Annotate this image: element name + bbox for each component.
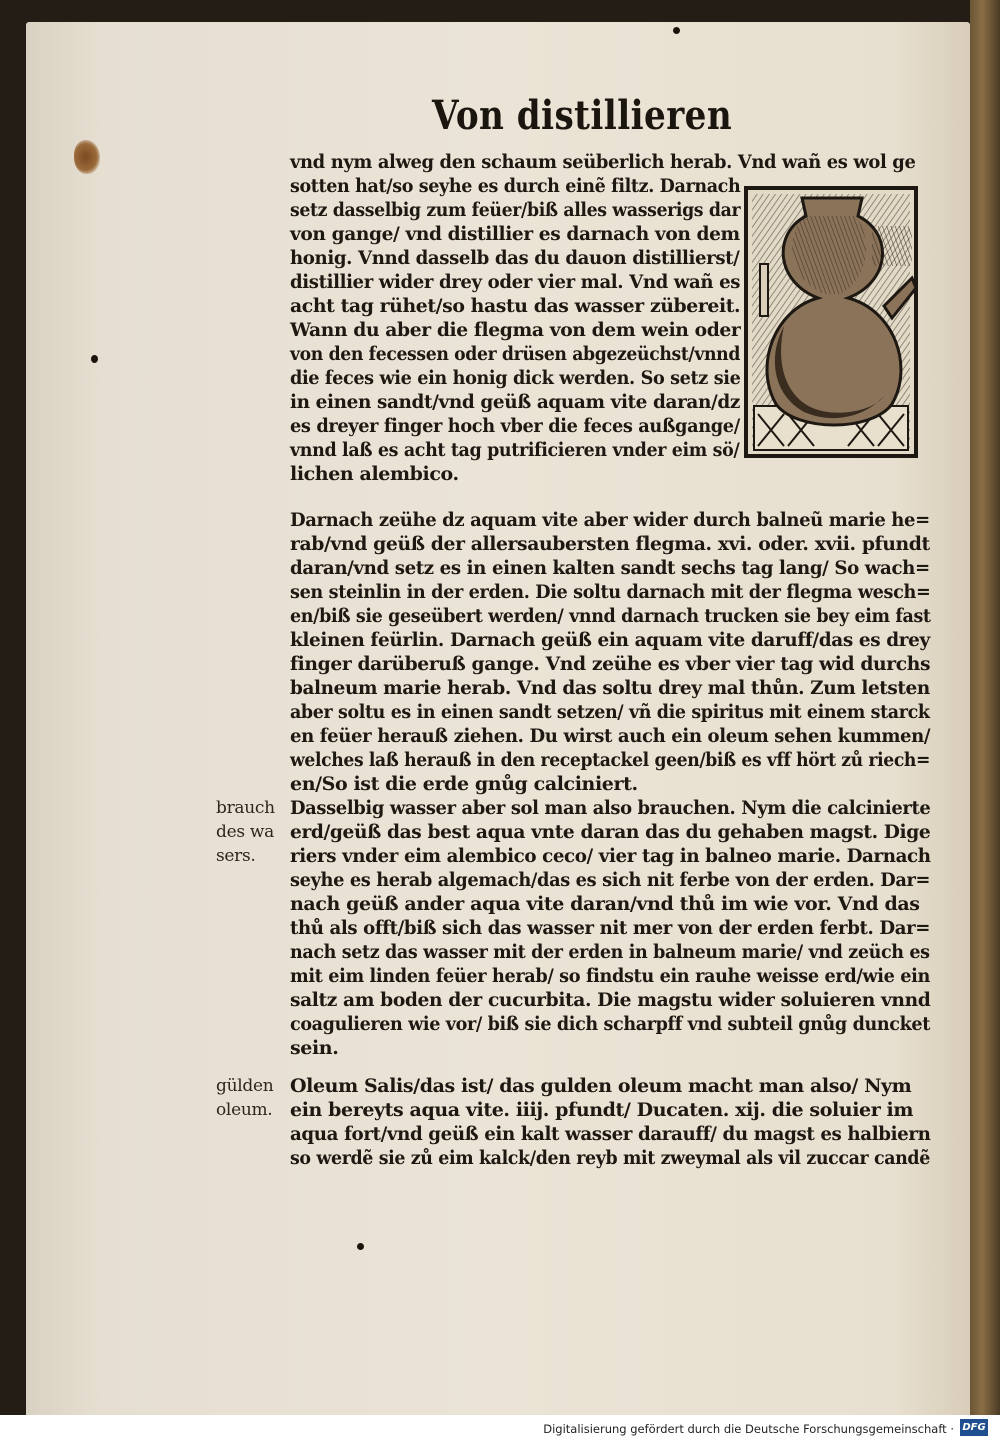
text-line: thů als offt/biß sich das wasser nit mer von der erden ferbt. Dar= bbox=[290, 917, 931, 939]
ink-stain bbox=[74, 140, 100, 174]
margin-note-line: des wa bbox=[216, 822, 274, 842]
text-line: von den fecessen oder drüsen abgezeüchst/vnnd bbox=[290, 343, 741, 365]
text-line: setz dasselbig zum feüer/biß alles wasserigs dar bbox=[290, 199, 741, 221]
text-line: riers vnder eim alembico ceco/ vier tag in balneo marie. Darnach bbox=[290, 845, 931, 867]
text-line: nach geüß ander aqua vite daran/vnd thů im wie vor. Vnd das bbox=[290, 893, 920, 915]
text-line: die feces wie ein honig dick werden. So setz sie bbox=[290, 367, 741, 389]
text-line: coagulieren wie vor/ biß sie dich scharpff vnd subteil gnůg duncket bbox=[290, 1013, 930, 1035]
digitization-credit: Digitalisierung gefördert durch die Deutsche Forschungsgemeinschaft · bbox=[543, 1422, 954, 1436]
text-line: Wann du aber die flegma von dem wein oder bbox=[290, 319, 741, 341]
text-line: vnd nym alweg den schaum seüberlich herab. Vnd wañ es wol ge bbox=[290, 151, 916, 173]
text-line: welches laß herauß in den receptackel geen/biß es vff hört zů riech= bbox=[290, 749, 931, 771]
text-line: rab/vnd geüß der allersaubersten flegma. xvi. oder. xvii. pfundt bbox=[290, 533, 930, 555]
text-line: aber soltu es in einen sandt setzen/ vñ die spiritus mit einem starck bbox=[290, 701, 930, 723]
text-line: von gange/ vnd distillier es darnach von dem bbox=[290, 223, 740, 245]
text-line: en/biß sie geseübert werden/ vnnd darnach trucken sie bey eim fast bbox=[290, 605, 931, 627]
text-line: erd/geüß das best aqua vnte daran das du gehaben magst. Dige bbox=[290, 821, 931, 843]
text-line: aqua fort/vnd geüß ein kalt wasser darauff/ du magst es halbiern bbox=[290, 1123, 931, 1145]
text-line: finger darüberuß gange. Vnd zeühe es vber vier tag wid durchs bbox=[290, 653, 931, 675]
text-line: mit eim linden feüer herab/ so findstu ein rauhe weisse erd/wie ein bbox=[290, 965, 930, 987]
text-line: sotten hat/so seyhe es durch einẽ filtz. Darnach bbox=[290, 175, 741, 197]
text-line: Darnach zeühe dz aquam vite aber wider durch balneũ marie he= bbox=[290, 509, 930, 531]
margin-note-line: oleum. bbox=[216, 1100, 273, 1120]
margin-note-line: sers. bbox=[216, 846, 256, 866]
page-fore-edge bbox=[970, 0, 1000, 1415]
binding-hole-top bbox=[673, 27, 680, 34]
dfg-logo: DFG bbox=[960, 1419, 988, 1436]
binding-hole-middle bbox=[91, 355, 98, 363]
text-line: en feüer herauß ziehen. Du wirst auch ein oleum sehen kummen/ bbox=[290, 725, 931, 747]
text-line: sein. bbox=[290, 1037, 339, 1059]
text-line: balneum marie herab. Vnd das soltu drey mal thůn. Zum letsten bbox=[290, 677, 930, 699]
text-line: kleinen feürlin. Darnach geüß ein aquam vite daruff/das es drey bbox=[290, 629, 930, 651]
text-line: vnnd laß es acht tag putrificieren vnder eim sö/ bbox=[290, 439, 740, 461]
margin-note-line: gülden bbox=[216, 1076, 274, 1096]
text-line: distillier wider drey oder vier mal. Vnd wañ es bbox=[290, 271, 741, 293]
text-line: es dreyer finger hoch vber die feces außgange/ bbox=[290, 415, 740, 437]
text-line: in einen sandt/vnd geüß aquam vite daran/dz bbox=[290, 391, 740, 413]
binding-hole-bottom bbox=[357, 1243, 364, 1250]
distillation-flask-icon bbox=[744, 186, 918, 458]
text-line: daran/vnd setz es in einen kalten sandt sechs tag lang/ So wach= bbox=[290, 557, 930, 579]
text-line: acht tag rühet/so hastu das wasser zübereit. bbox=[290, 295, 741, 317]
text-line: en/So ist die erde gnůg calciniert. bbox=[290, 773, 638, 795]
text-line: ein bereyts aqua vite. iiij. pfundt/ Ducaten. xij. die soluier im bbox=[290, 1099, 914, 1121]
text-line: Oleum Salis/das ist/ das gulden oleum macht man also/ Nym bbox=[290, 1075, 912, 1097]
text-line: saltz am boden der cucurbita. Die magstu wider soluieren vnnd bbox=[290, 989, 931, 1011]
text-line: seyhe es herab algemach/das es sich nit ferbe von der erden. Dar= bbox=[290, 869, 931, 891]
text-line: sen steinlin in der erden. Die soltu darnach mit der flegma wesch= bbox=[290, 581, 931, 603]
text-line: Dasselbig wasser aber sol man also brauchen. Nym die calcinierte bbox=[290, 797, 931, 819]
running-head: Von distillieren bbox=[432, 92, 733, 139]
text-line: lichen alembico. bbox=[290, 463, 459, 485]
text-line: nach setz das wasser mit der erden in balneum marie/ vnd zeüch es bbox=[290, 941, 930, 963]
margin-note-line: brauch bbox=[216, 798, 275, 818]
text-line: honig. Vnnd dasselb das du dauon distillierst/ bbox=[290, 247, 740, 269]
text-line: so werdẽ sie zů eim kalck/den reyb mit zweymal als vil zuccar candẽ bbox=[290, 1147, 930, 1169]
